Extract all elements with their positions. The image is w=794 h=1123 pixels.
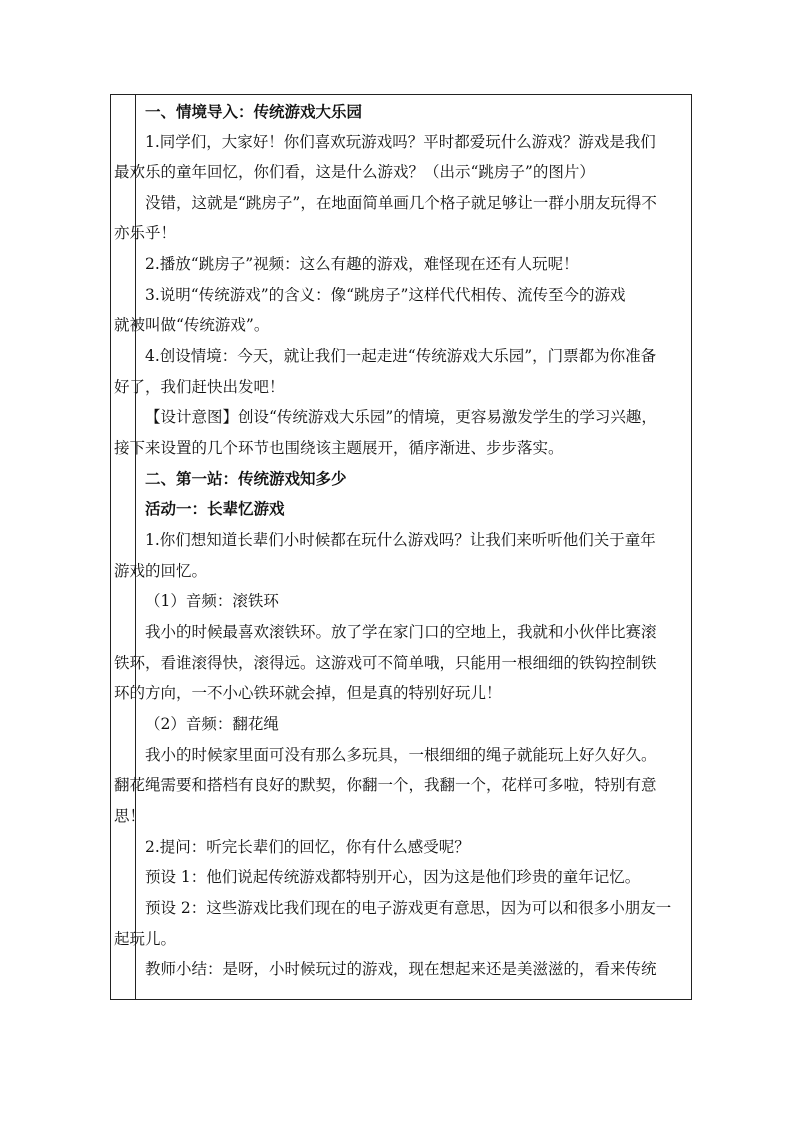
paragraph-line: 预设 1：他们说起传统游戏都特别开心，因为这是他们珍贵的童年记忆。 (145, 868, 641, 886)
paragraph-line: 没错，这就是“跳房子”，在地面简单画几个格子就足够让一群小朋友玩得不 (145, 194, 657, 212)
paragraph-line: 好了，我们赶快出发吧！ (114, 378, 285, 396)
audio-label: （1）音频：滚铁环 (145, 592, 279, 610)
paragraph-line: 我小的时候家里面可没有那么多玩具，一根细细的绳子就能玩上好久好久。 (145, 746, 657, 764)
paragraph-line: 3.说明“传统游戏”的含义：像“跳房子”这样代代相传、流传至今的游戏 (145, 286, 626, 304)
paragraph-line: 环的方向，一不小心铁环就会掉，但是真的特别好玩儿！ (114, 684, 502, 702)
audio-label: （2）音频：翻花绳 (145, 715, 279, 733)
paragraph-line: 4.创设情境：今天，就让我们一起走进“传统游戏大乐园”，门票都为你准备 (145, 347, 657, 365)
design-intent-line: 【设计意图】创设“传统游戏大乐园”的情境，更容易激发学生的学习兴趣， (145, 408, 657, 426)
paragraph-line: 思！ (114, 807, 146, 825)
paragraph-line: 翻花绳需要和搭档有良好的默契，你翻一个，我翻一个，花样可多啦，特别有意 (114, 776, 657, 794)
paragraph-line: 起玩儿。 (114, 930, 177, 948)
activity-heading: 活动一：长辈忆游戏 (145, 499, 285, 518)
paragraph-line: 就被叫做“传统游戏”。 (114, 316, 270, 334)
section-heading-1: 一、情境导入：传统游戏大乐园 (145, 102, 363, 121)
paragraph-line: 最欢乐的童年回忆，你们看，这是什么游戏？（出示“跳房子”的图片） (114, 163, 595, 181)
paragraph-line: 亦乐乎！ (114, 224, 177, 242)
paragraph-line: 2.播放“跳房子”视频：这么有趣的游戏，难怪现在还有人玩呢！ (145, 255, 579, 273)
paragraph-line: 教师小结：是呀，小时候玩过的游戏，现在想起来还是美滋滋的，看来传统 (145, 960, 657, 978)
paragraph-line: 游戏的回忆。 (114, 562, 208, 580)
paragraph-line: 接下来设置的几个环节也围绕该主题展开，循序渐进、步步落实。 (114, 439, 564, 457)
paragraph-line: 1.同学们，大家好！你们喜欢玩游戏吗？平时都爱玩什么游戏？游戏是我们 (145, 133, 656, 151)
paragraph-line: 1.你们想知道长辈们小时候都在玩什么游戏吗？让我们来听听他们关于童年 (145, 531, 656, 549)
lesson-content-cell (110, 94, 692, 1000)
section-heading-2: 二、第一站：传统游戏知多少 (145, 469, 347, 488)
paragraph-line: 我小的时候最喜欢滚铁环。放了学在家门口的空地上，我就和小伙伴比赛滚 (145, 623, 657, 641)
paragraph-line: 预设 2：这些游戏比我们现在的电子游戏更有意思，因为可以和很多小朋友一 (145, 899, 672, 917)
paragraph-line: 2.提问：听完长辈们的回忆，你有什么感受呢？ (145, 838, 470, 856)
paragraph-line: 铁环，看谁滚得快，滚得远。这游戏可不简单哦，只能用一根细细的铁钩控制铁 (114, 654, 657, 672)
